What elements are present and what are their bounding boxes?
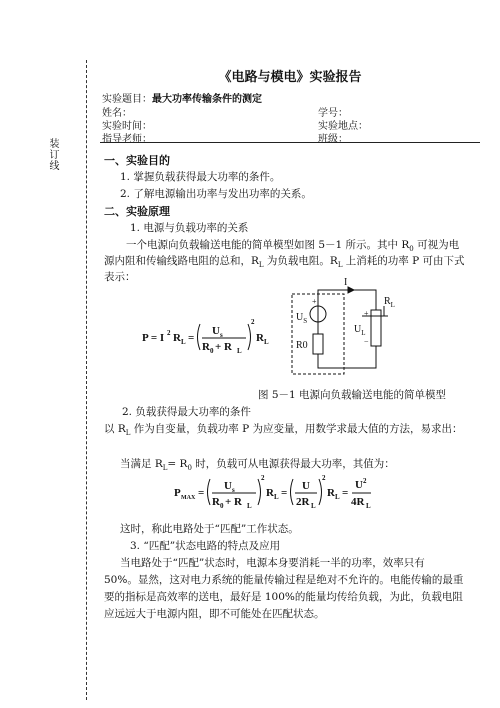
svg-text:s: s — [220, 331, 223, 339]
rl-resistor-icon — [371, 310, 381, 346]
svg-text:+ R: + R — [225, 496, 242, 508]
svg-text:0: 0 — [210, 347, 214, 355]
power-formula — [140, 312, 270, 362]
p1a-end: 可视为电 — [413, 239, 460, 251]
svg-text:R: R — [327, 487, 335, 499]
p1b-sub2: L — [337, 261, 343, 270]
max-power-formula — [172, 470, 372, 516]
section-principle-heading: 二、实验原理 — [104, 205, 170, 218]
circuit-diagram — [288, 276, 408, 381]
svg-text:R: R — [212, 496, 220, 508]
figure-caption: 图 5－1 电源向负载输送电能的简单模型 — [258, 389, 447, 401]
svg-text:2: 2 — [261, 474, 265, 482]
p3a-sub: L — [162, 464, 168, 473]
p3a-mid: = R — [167, 458, 188, 470]
name-label: 姓名： — [102, 108, 132, 119]
svg-text:P: P — [174, 487, 181, 499]
p3a-end: 时，负载可从电源获得最大功率，其值为： — [191, 458, 395, 470]
svg-text:2R: 2R — [296, 496, 310, 508]
principle-sub-3: 3. “匹配”状态电路的特点及应用 — [130, 540, 281, 552]
p2-text: 以 R — [104, 423, 126, 435]
place-label: 实验地点： — [318, 121, 368, 132]
svg-text:=: = — [198, 487, 205, 499]
rl-label: $R_L$ — [384, 296, 395, 309]
binding-line — [86, 60, 87, 700]
svg-text:U: U — [302, 480, 310, 492]
principle-sub-1: 1. 电源与负载功率的关系 — [130, 222, 249, 234]
svg-text:2: 2 — [251, 318, 255, 326]
current-label: I — [344, 277, 348, 288]
svg-text:+ R: + R — [215, 341, 232, 353]
purpose-item-2: 2. 了解电源输出功率与发出功率的关系。 — [120, 188, 312, 200]
svg-text:L: L — [335, 493, 340, 501]
paragraph-1-line-3: 表示： — [104, 271, 136, 283]
principle-sub-2: 2. 负载获得最大功率的条件 — [122, 406, 251, 418]
svg-text:U: U — [355, 479, 363, 491]
load-minus: − — [364, 337, 369, 346]
r0-label: R0 — [296, 340, 308, 351]
svg-text:R: R — [266, 487, 274, 499]
section-purpose-heading: 一、实验目的 — [104, 154, 170, 167]
paragraph-5-line-4: 应远远大于电源内阻，即不可能处在匹配状态。 — [104, 608, 325, 620]
paragraph-2 — [104, 421, 462, 437]
subject-value: 最大功率传输条件的测定 — [152, 94, 262, 105]
us-label: $U_S$ — [296, 312, 308, 325]
svg-text:2: 2 — [322, 474, 326, 482]
svg-text:2: 2 — [363, 477, 367, 485]
paragraph-1-line-1 — [126, 237, 459, 253]
p1b-text: 源内阻和传输线路电阻的总和，R — [104, 255, 259, 267]
svg-text:s: s — [232, 486, 235, 494]
paragraph-5-line-2: 50%。显然，这对电力系统的能量传输过程是绝对不允许的。电能传输的最重 — [104, 574, 464, 586]
svg-text:L: L — [274, 493, 279, 501]
paragraph-5-line-3: 要的指标是高效率的送电，最好是 100%的能量均传给负载，为此，负载电阻 — [104, 591, 463, 603]
r0-resistor-icon — [313, 334, 323, 354]
current-arrow-icon — [348, 287, 354, 293]
purpose-item-1: 1. 掌握负载获得最大功率的条件。 — [120, 171, 281, 183]
svg-text:2: 2 — [167, 329, 171, 337]
p1b-sub: L — [258, 261, 264, 270]
svg-text:L: L — [181, 338, 186, 346]
header-rule — [100, 142, 480, 143]
p1b-end: 上消耗的功率 P 可由下式 — [342, 255, 465, 267]
svg-text:L: L — [247, 502, 252, 510]
paragraph-4: 这时，称此电路处于“匹配”工作状态。 — [120, 523, 299, 535]
svg-text:R: R — [173, 332, 181, 344]
svg-text:U: U — [212, 325, 220, 337]
p1a-text: 一个电源向负载输送电能的简单模型如图 5－1 所示。其中 R — [126, 239, 410, 251]
svg-text:=: = — [342, 487, 349, 499]
p2-end: 作为自变量，负载功率 P 为应变量，用数学求最大值的方法，易求出： — [130, 423, 463, 435]
p1b-mid: 为负载电阻。R — [263, 255, 338, 267]
svg-text:=: = — [281, 487, 288, 499]
svg-text:L: L — [237, 347, 242, 355]
binding-label: 装订线 — [47, 138, 58, 171]
teacher-label: 指导老师： — [102, 134, 152, 145]
svg-text:L: L — [311, 502, 316, 510]
svg-text:R: R — [256, 332, 264, 344]
svg-text:=: = — [188, 332, 195, 344]
p1a-sub: 0 — [409, 245, 414, 254]
svg-text:U: U — [224, 480, 232, 492]
paragraph-5-line-1: 当电路处于“匹配”状态时，电源本身要消耗一半的功率，效率只有 — [120, 557, 425, 569]
page-title: 《电路与模电》实验报告 — [218, 70, 362, 85]
svg-text:L: L — [366, 502, 371, 510]
svg-text:0: 0 — [220, 502, 224, 510]
svg-text:MAX: MAX — [181, 495, 196, 501]
id-label: 学号： — [318, 108, 348, 119]
time-label: 实验时间： — [102, 121, 152, 132]
p2-sub: L — [125, 429, 131, 438]
paragraph-1-line-2 — [104, 253, 465, 269]
load-plus: + — [364, 309, 369, 318]
ul-label: $U_L$ — [354, 324, 366, 337]
p3a-sub2: 0 — [187, 464, 192, 473]
p3a-text: 当满足 R — [120, 458, 163, 470]
source-plus: + — [312, 297, 317, 306]
svg-text:L: L — [264, 338, 269, 346]
svg-text:P = I: P = I — [142, 332, 165, 344]
class-label: 班级： — [318, 134, 348, 145]
subject-row — [102, 90, 262, 105]
svg-text:4R: 4R — [351, 496, 365, 508]
svg-text:R: R — [202, 341, 210, 353]
subject-label: 实验题目： — [102, 94, 152, 105]
